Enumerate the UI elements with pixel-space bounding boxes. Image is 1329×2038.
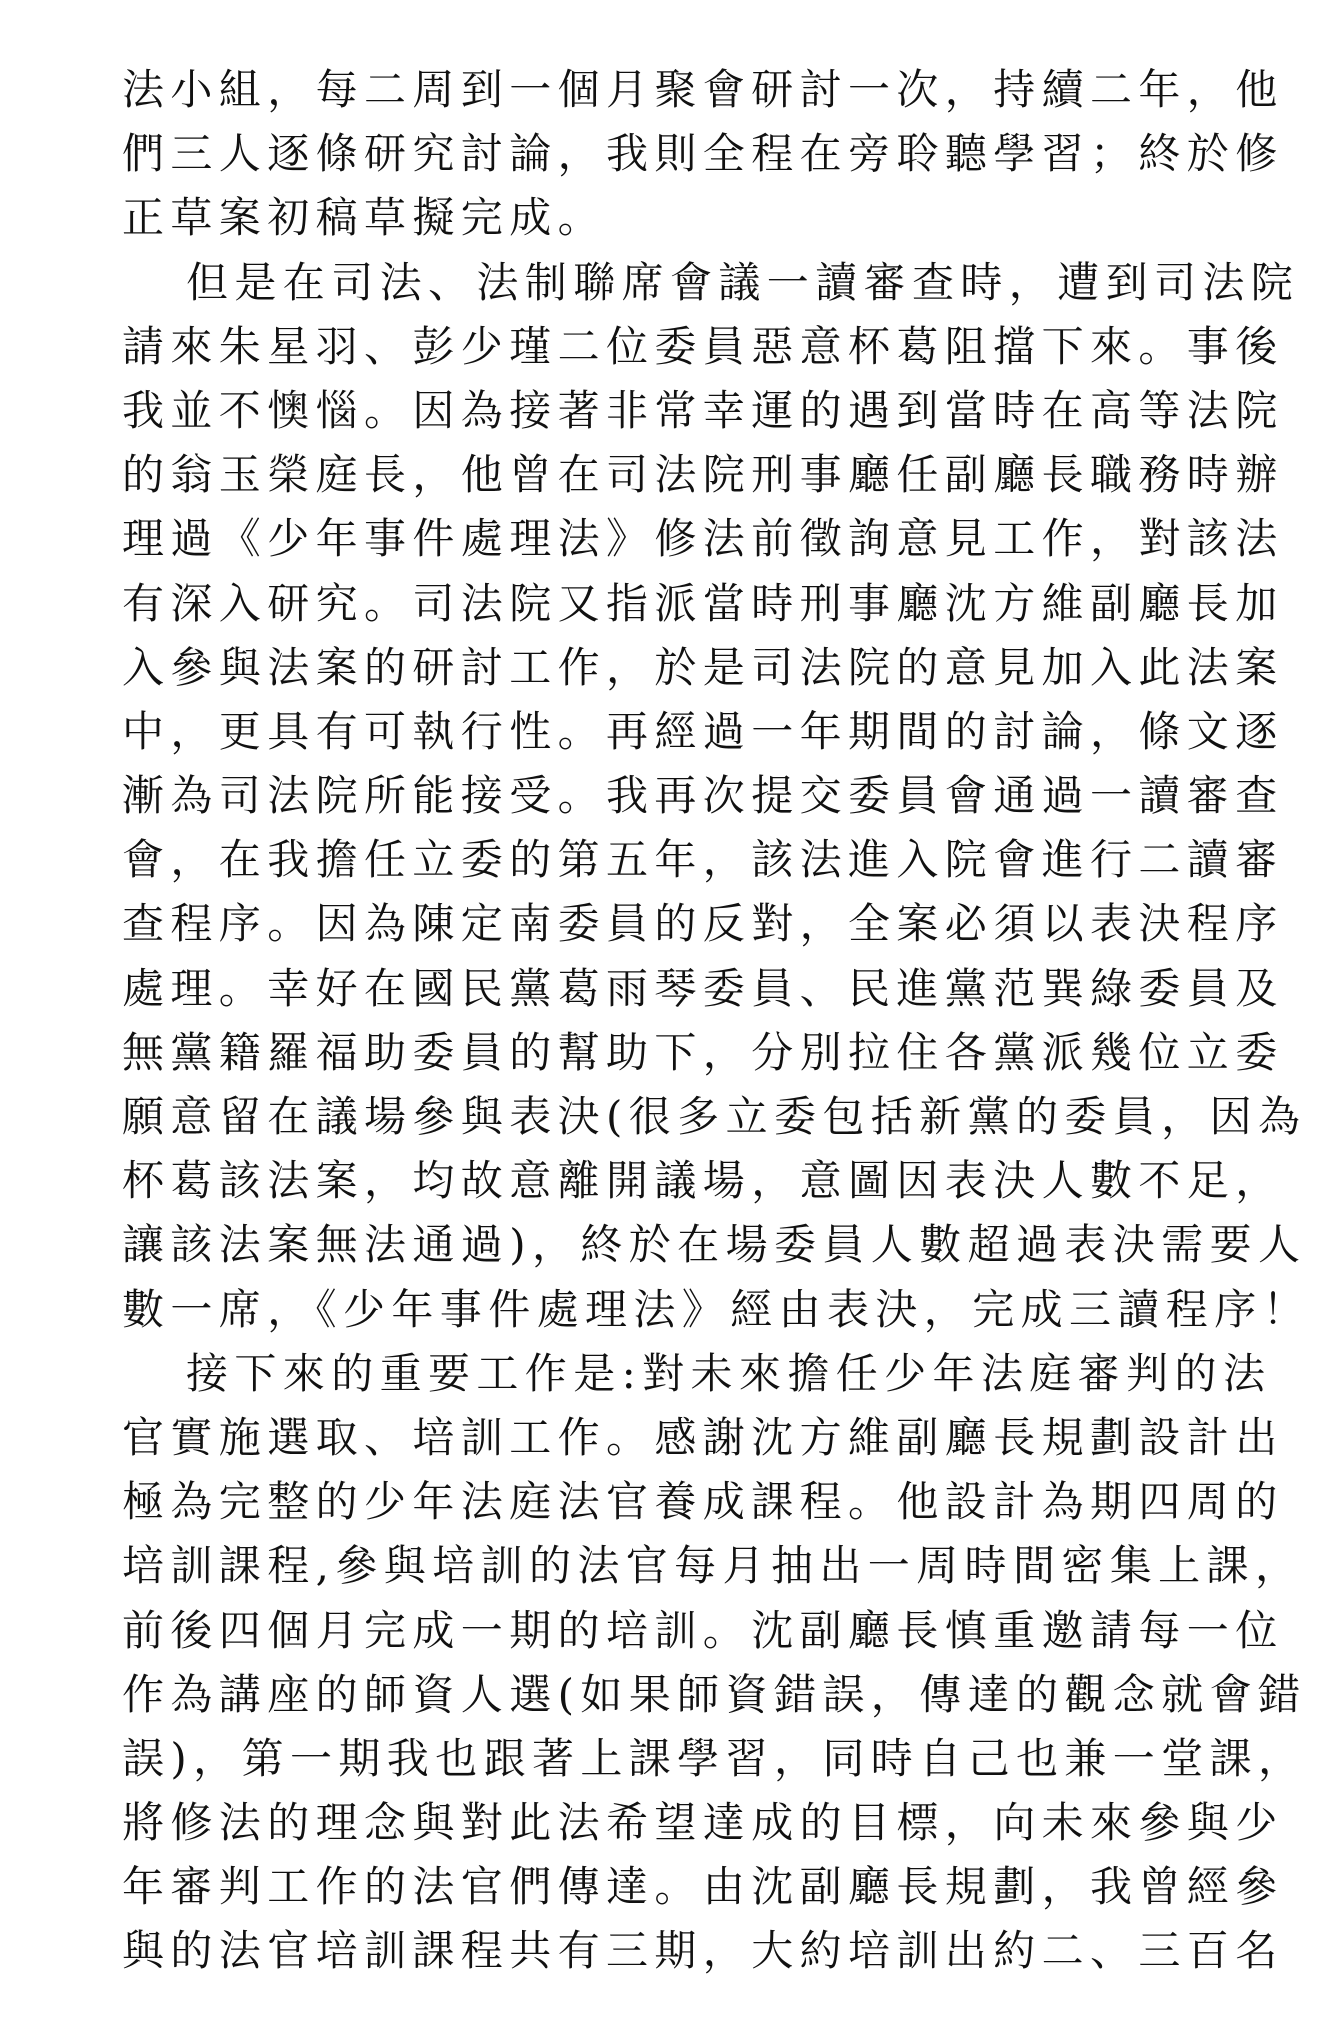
text-line: 中，更具有可執行性。再經過一年期間的討論，條文逐 xyxy=(122,706,1284,756)
text-line: 正草案初稿草擬完成。 xyxy=(122,193,607,243)
text-line: 漸為司法院所能接受。我再次提交委員會通過一讀審查 xyxy=(122,771,1284,821)
text-line: 會，在我擔任立委的第五年，該法進入院會進行二讀審 xyxy=(122,835,1284,885)
text-line: 誤)，第一期我也跟著上課學習，同時自己也兼一堂課， xyxy=(122,1733,1307,1783)
paragraph-start-line: 但是在司法、法制聯席會議一讀審查時，遭到司法院 xyxy=(186,257,1300,307)
text-line: 與的法官培訓課程共有三期，大約培訓出約二、三百名 xyxy=(122,1926,1284,1976)
text-line: 請來朱星羽、彭少瑾二位委員惡意杯葛阻擋下來。事後 xyxy=(122,321,1284,371)
text-line: 數一席，《少年事件處理法》經由表決，完成三讀程序！ xyxy=(122,1284,1312,1334)
text-line: 查程序。因為陳定南委員的反對，全案必須以表決程序 xyxy=(122,899,1284,949)
text-line: 法小組，每二周到一個月聚會研討一次，持續二年，他 xyxy=(122,65,1284,114)
text-line: 官實施選取、培訓工作。感謝沈方維副廳長規劃設計出 xyxy=(122,1412,1284,1462)
text-line: 無黨籍羅福助委員的幫助下，分別拉住各黨派幾位立委 xyxy=(122,1027,1284,1077)
text-line: 入參與法案的研討工作，於是司法院的意見加入此法案 xyxy=(122,642,1284,692)
text-line: 杯葛該法案，均故意離開議場，意圖因表決人數不足， xyxy=(122,1156,1284,1206)
paragraph-start-line: 接下來的重要工作是:對未來擔任少年法庭審判的法 xyxy=(186,1348,1272,1398)
text-line: 將修法的理念與對此法希望達成的目標，向未來參與少 xyxy=(122,1798,1284,1848)
text-line: 前後四個月完成一期的培訓。沈副廳長慎重邀請每一位 xyxy=(122,1605,1284,1655)
text-line: 讓該法案無法通過)，終於在場委員人數超過表決需要人 xyxy=(122,1220,1307,1270)
body-text xyxy=(122,58,1312,1984)
text-line: 處理。幸好在國民黨葛雨琴委員、民進黨范巽綠委員及 xyxy=(122,963,1284,1013)
text-line: 極為完整的少年法庭法官養成課程。他設計為期四周的 xyxy=(122,1477,1284,1527)
text-line: 作為講座的師資人選(如果師資錯誤，傳達的觀念就會錯 xyxy=(122,1669,1307,1719)
text-line: 有深入研究。司法院又指派當時刑事廳沈方維副廳長加 xyxy=(122,578,1284,628)
text-line: 的翁玉榮庭長，他曾在司法院刑事廳任副廳長職務時辦 xyxy=(122,450,1284,500)
text-line: 理過《少年事件處理法》修法前徵詢意見工作，對該法 xyxy=(122,514,1284,564)
text-line: 我並不懊惱。因為接著非常幸運的遇到當時在高等法院 xyxy=(122,385,1284,435)
text-line: 年審判工作的法官們傳達。由沈副廳長規劃，我曾經參 xyxy=(122,1862,1284,1912)
text-line: 們三人逐條研究討論，我則全程在旁聆聽學習；終於修 xyxy=(122,129,1284,179)
text-line: 培訓課程,參與培訓的法官每月抽出一周時間密集上課， xyxy=(122,1541,1304,1591)
text-line: 願意留在議場參與表決(很多立委包括新黨的委員，因為 xyxy=(122,1092,1307,1141)
